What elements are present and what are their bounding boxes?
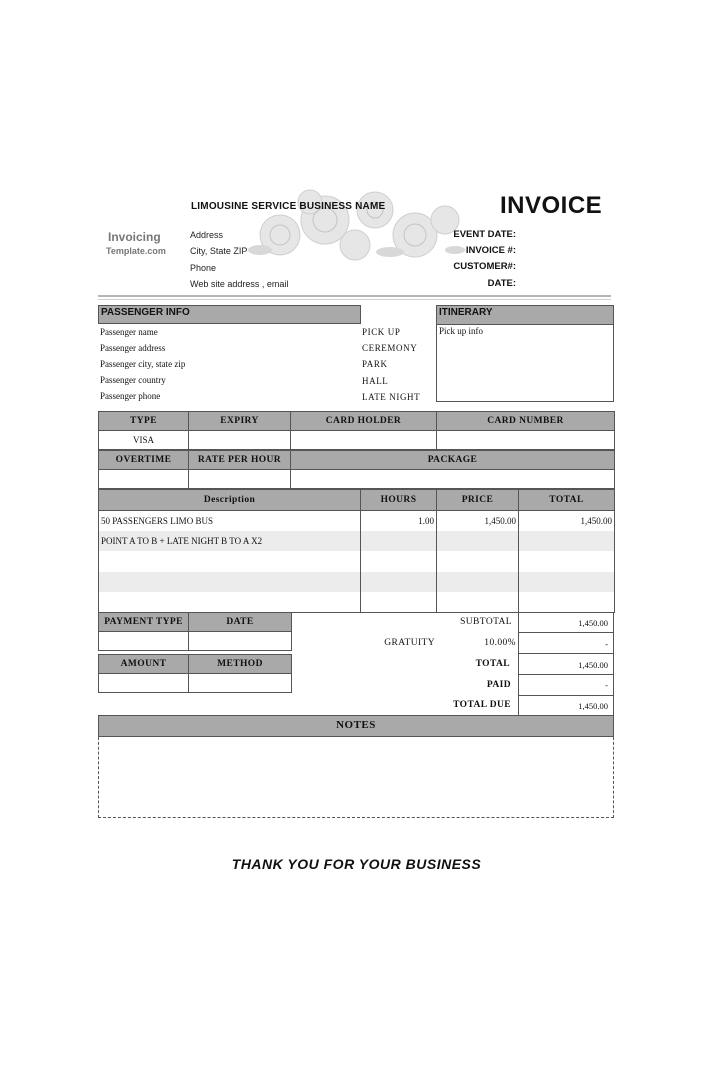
thank-you-message: THANK YOU FOR YOUR BUSINESS	[231, 856, 482, 872]
amount-table	[98, 654, 292, 693]
price-header: PRICE	[437, 490, 519, 511]
business-city: City, State ZIP	[190, 246, 248, 256]
item-total	[519, 551, 615, 572]
invoice-number-label: INVOICE #:	[465, 245, 516, 256]
item-description[interactable]: POINT A TO B + LATE NIGHT B TO A X2	[99, 531, 361, 552]
payment-type-cell[interactable]	[99, 632, 189, 651]
header-divider	[98, 295, 611, 297]
itinerary-text[interactable]: Pick up info	[439, 326, 483, 336]
total-due-value: 1,450.00	[578, 701, 608, 711]
item-hours[interactable]: 1.00	[361, 510, 437, 531]
amount-cell[interactable]	[99, 674, 189, 693]
date-label: DATE:	[487, 278, 516, 289]
gratuity-value: -	[605, 639, 608, 649]
card-type-cell[interactable]: VISA	[99, 431, 189, 450]
event-late-night-label: LATE NIGHT	[362, 392, 421, 402]
notes-header: NOTES	[98, 715, 614, 737]
passenger-info-header: PASSENGER INFO	[98, 305, 361, 324]
overtime-cell[interactable]	[99, 470, 189, 489]
item-total	[519, 592, 615, 613]
items-table	[98, 489, 615, 613]
total-value: 1,450.00	[578, 660, 608, 670]
card-number-cell[interactable]	[437, 431, 615, 450]
business-phone: Phone	[190, 263, 217, 273]
item-hours[interactable]	[361, 551, 437, 572]
item-total	[519, 572, 615, 593]
gratuity-rate[interactable]: 10.00%	[484, 638, 516, 648]
item-price[interactable]	[437, 551, 519, 572]
payment-table	[98, 612, 292, 651]
passenger-name-field[interactable]: Passenger name	[100, 327, 158, 337]
method-header: METHOD	[189, 655, 292, 674]
gratuity-label: GRATUITY	[384, 638, 435, 648]
total-label: TOTAL	[475, 659, 510, 669]
table-row	[99, 510, 615, 531]
amount-header: AMOUNT	[99, 655, 189, 674]
business-address: Address	[190, 230, 224, 240]
itinerary-box	[436, 305, 614, 402]
total-due-label: TOTAL DUE	[453, 700, 511, 710]
item-hours[interactable]	[361, 531, 437, 552]
item-hours[interactable]	[361, 572, 437, 593]
table-row	[99, 531, 615, 552]
passenger-phone-field[interactable]: Passenger phone	[100, 391, 161, 401]
event-ceremony-label: CEREMONY	[362, 343, 418, 353]
event-park-label: PARK	[362, 359, 388, 369]
payment-date-cell[interactable]	[189, 632, 292, 651]
item-price[interactable]	[437, 531, 519, 552]
event-date-label: EVENT DATE:	[453, 229, 516, 240]
item-description[interactable]	[99, 572, 361, 593]
passenger-city-field[interactable]: Passenger city, state zip	[100, 359, 186, 369]
package-header: PACKAGE	[291, 451, 615, 470]
business-name: LIMOUSINE SERVICE BUSINESS NAME	[191, 201, 386, 212]
subtotal-value: 1,450.00	[578, 618, 608, 628]
item-hours[interactable]	[361, 592, 437, 613]
item-description[interactable]	[99, 592, 361, 613]
rate-per-hour-header: RATE PER HOUR	[189, 451, 291, 470]
paid-value[interactable]: -	[605, 680, 608, 690]
card-holder-header: CARD HOLDER	[291, 412, 437, 431]
item-total: 1,450.00	[519, 510, 615, 531]
card-table	[98, 411, 615, 450]
subtotal-label: SUBTOTAL	[460, 617, 512, 627]
item-description[interactable]	[99, 551, 361, 572]
logo-text-line1: Invoicing	[108, 230, 161, 244]
item-price[interactable]	[437, 592, 519, 613]
table-row	[99, 592, 615, 613]
hours-header: HOURS	[361, 490, 437, 511]
overtime-header: OVERTIME	[99, 451, 189, 470]
card-expiry-cell[interactable]	[189, 431, 291, 450]
total-header: TOTAL	[519, 490, 615, 511]
table-row	[99, 551, 615, 572]
rate-per-hour-cell[interactable]	[189, 470, 291, 489]
method-cell[interactable]	[189, 674, 292, 693]
payment-type-header: PAYMENT TYPE	[99, 613, 189, 632]
item-price[interactable]: 1,450.00	[437, 510, 519, 531]
event-hall-label: HALL	[362, 376, 389, 386]
logo-text-line2: Template.com	[106, 246, 166, 256]
notes-area[interactable]	[98, 737, 614, 818]
customer-number-label: CUSTOMER#:	[453, 261, 516, 272]
business-web: Web site address , email	[190, 279, 289, 289]
description-header: Description	[99, 490, 361, 511]
item-price[interactable]	[437, 572, 519, 593]
payment-date-header: DATE	[189, 613, 292, 632]
invoice-title: INVOICE	[500, 192, 603, 219]
item-description[interactable]: 50 PASSENGERS LIMO BUS	[99, 510, 361, 531]
header-divider-thin	[98, 299, 611, 300]
package-cell[interactable]	[291, 470, 615, 489]
itinerary-header: ITINERARY	[437, 306, 613, 325]
card-number-header: CARD NUMBER	[437, 412, 615, 431]
passenger-country-field[interactable]: Passenger country	[100, 375, 166, 385]
overtime-table	[98, 450, 615, 489]
card-holder-cell[interactable]	[291, 431, 437, 450]
card-type-header: TYPE	[99, 412, 189, 431]
passenger-address-field[interactable]: Passenger address	[100, 343, 166, 353]
item-total	[519, 531, 615, 552]
event-pickup-label: PICK UP	[362, 327, 401, 337]
card-expiry-header: EXPIRY	[189, 412, 291, 431]
rose-decoration-image	[240, 180, 470, 270]
paid-label: PAID	[486, 680, 511, 690]
table-row	[99, 572, 615, 593]
